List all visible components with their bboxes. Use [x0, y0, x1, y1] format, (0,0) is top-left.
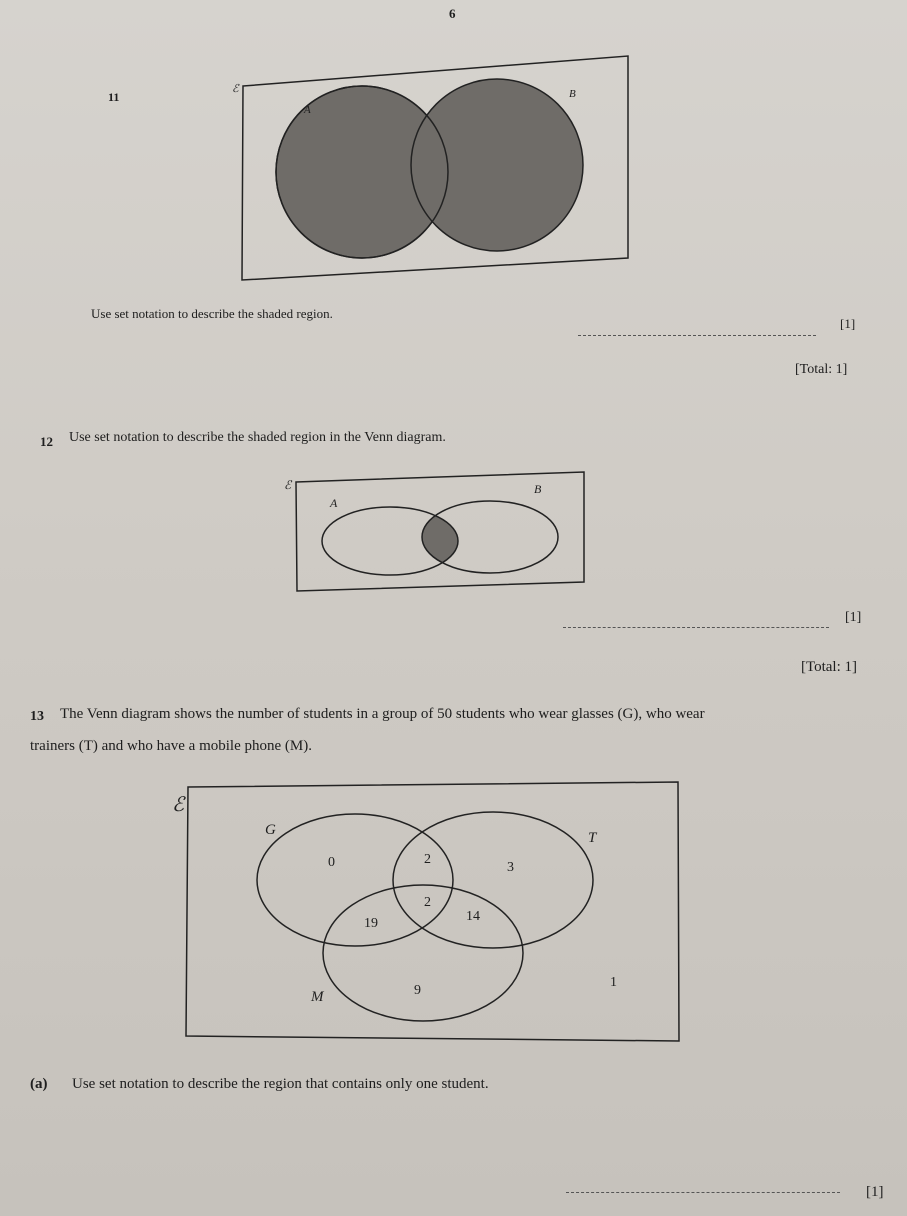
- q12-set-a-label: A: [330, 496, 338, 510]
- q11-answer-line[interactable]: [578, 335, 816, 336]
- q11-marks: [1]: [840, 316, 856, 331]
- q13-set-t-label: T: [588, 830, 597, 846]
- q12-answer-line[interactable]: [563, 627, 829, 628]
- q13-prompt-line2: trainers (T) and who have a mobile phone (M).: [30, 738, 312, 754]
- q13-universal-label: ℰ: [172, 794, 185, 816]
- q13a-answer-line[interactable]: [566, 1192, 840, 1193]
- q11-universal-label: ℰ: [232, 83, 239, 95]
- q13a-label: (a): [30, 1076, 48, 1092]
- q13-prompt-line1: The Venn diagram shows the number of students in a group of 50 students who wear glasses (G), who wear: [60, 706, 705, 722]
- q13-ellipse-m: [323, 885, 523, 1021]
- q13-region-t-m-only: 14: [466, 909, 480, 924]
- q11-number: 11: [108, 90, 120, 104]
- q12-total: [Total: 1]: [801, 659, 858, 675]
- q13-region-m-only: 9: [414, 983, 421, 998]
- q13-region-g-only: 0: [328, 855, 335, 870]
- q13a-prompt: Use set notation to describe the region that contains only one student.: [72, 1076, 489, 1092]
- q12-number: 12: [40, 434, 53, 449]
- q13-number: 13: [30, 709, 44, 724]
- q11-circle-b: [411, 79, 583, 251]
- q11-total: [Total: 1]: [795, 362, 848, 377]
- q13-ellipse-g: [257, 814, 453, 946]
- q13-region-outside: 1: [610, 975, 617, 990]
- q12-set-b-label: B: [534, 482, 542, 496]
- q13a-marks: [1]: [866, 1184, 884, 1200]
- q11-set-a-label: A: [304, 104, 311, 116]
- q12-universal-label: ℰ: [284, 478, 292, 492]
- q13-universal-box: [186, 782, 679, 1041]
- q13-region-t-only: 3: [507, 860, 514, 875]
- q13-region-g-t-m: 2: [424, 895, 431, 910]
- q13-venn-diagram: [186, 782, 679, 1041]
- q11-set-b-label: B: [569, 88, 576, 100]
- q13-set-m-label: M: [311, 989, 324, 1005]
- q12-marks: [1]: [845, 610, 862, 625]
- q12-prompt: Use set notation to describe the shaded region in the Venn diagram.: [69, 430, 446, 445]
- q13-set-g-label: G: [265, 822, 276, 838]
- q11-prompt: Use set notation to describe the shaded region.: [91, 306, 333, 321]
- q13-region-g-t-only: 2: [424, 852, 431, 867]
- q13-region-g-m-only: 19: [364, 916, 378, 931]
- page-number: 6: [449, 6, 456, 21]
